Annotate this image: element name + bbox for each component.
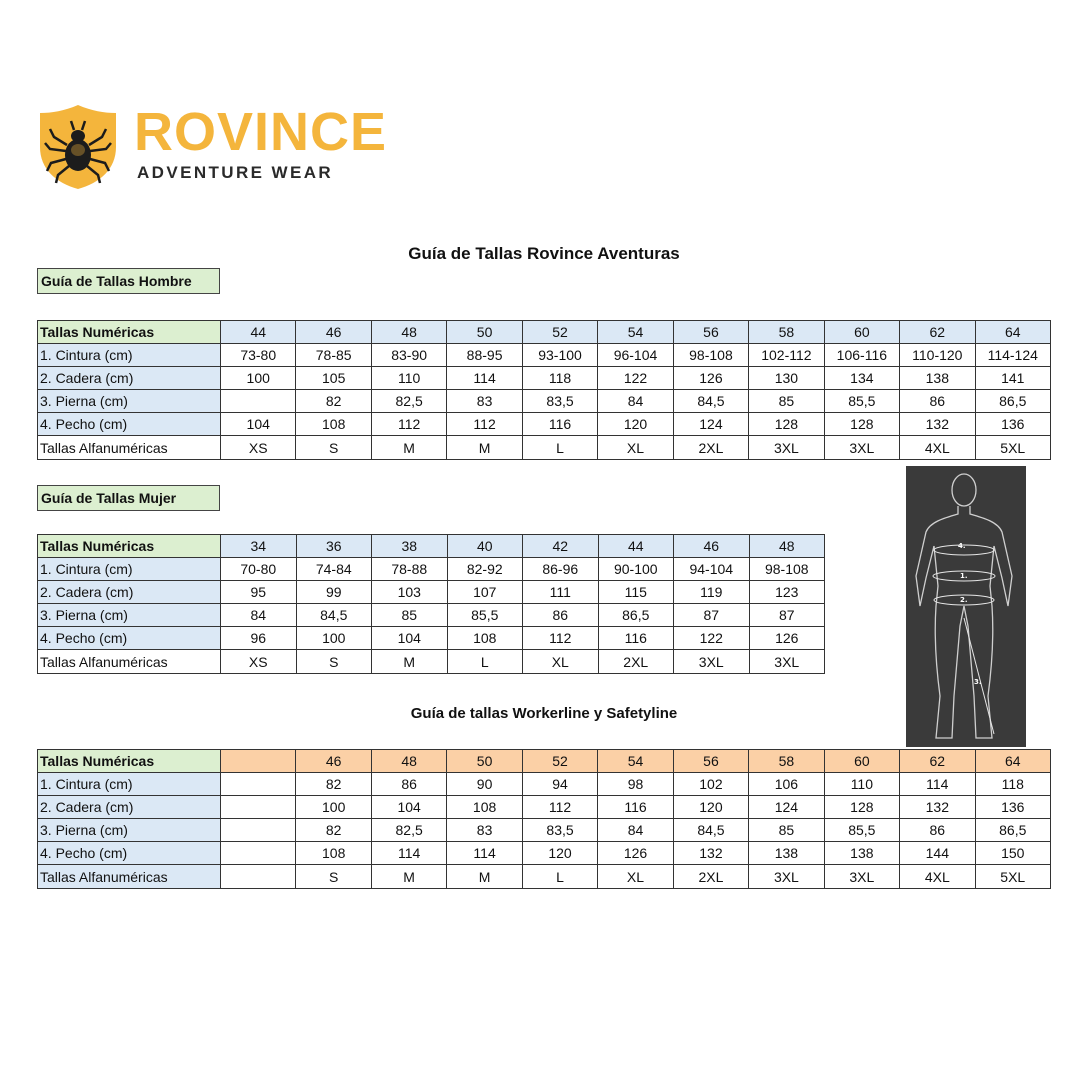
mujer-section-label: Guía de Tallas Mujer [37, 485, 220, 511]
table-cell: 99 [296, 581, 372, 604]
size-header-cell: 54 [598, 750, 673, 773]
table-cell: 82 [296, 773, 371, 796]
row-label: 3. Pierna (cm) [38, 819, 221, 842]
row-label: 3. Pierna (cm) [38, 604, 221, 627]
size-header-cell: 46 [296, 750, 371, 773]
table-cell: 4XL [900, 436, 975, 460]
table-cell: 90-100 [598, 558, 674, 581]
table-cell: 114-124 [975, 344, 1050, 367]
row-label: Tallas Alfanuméricas [38, 865, 221, 889]
size-header-row [38, 535, 825, 558]
size-header-cell: 38 [372, 535, 448, 558]
table-cell: 134 [824, 367, 899, 390]
table-row [38, 773, 1051, 796]
size-header-cell: 56 [673, 321, 748, 344]
table-row [38, 650, 825, 674]
table-cell: 132 [900, 413, 975, 436]
size-header-cell: 44 [598, 535, 674, 558]
table-cell: 120 [598, 413, 673, 436]
figure-marker-4: 4. [958, 542, 966, 550]
size-header-cell: 58 [749, 750, 824, 773]
table-cell: 112 [522, 796, 597, 819]
table-cell: 106 [749, 773, 824, 796]
size-header-cell: 52 [522, 321, 597, 344]
size-header-cell: 48 [749, 535, 825, 558]
table-cell: 136 [975, 796, 1050, 819]
mujer-size-table [37, 534, 825, 674]
workerline-size-table [37, 749, 1051, 889]
table-cell: 126 [673, 367, 748, 390]
table-row [38, 558, 825, 581]
table-cell: 110-120 [900, 344, 975, 367]
table-cell: 120 [673, 796, 748, 819]
table-cell: 110 [824, 773, 899, 796]
table-cell: 108 [447, 796, 522, 819]
row-label: Tallas Alfanuméricas [38, 436, 221, 460]
table-cell: 3XL [749, 865, 824, 889]
table-cell: 126 [749, 627, 825, 650]
table-cell: 84,5 [673, 819, 748, 842]
table-cell: XL [598, 865, 673, 889]
table-cell: 84 [598, 390, 673, 413]
table-cell: 116 [598, 627, 674, 650]
table-cell: 114 [447, 842, 522, 865]
header-label: Tallas Numéricas [38, 535, 221, 558]
table-cell: 85,5 [824, 390, 899, 413]
size-header-cell: 54 [598, 321, 673, 344]
table-cell: M [447, 436, 522, 460]
tick-shield-icon [38, 103, 118, 191]
size-header-cell: 52 [522, 750, 597, 773]
table-cell: 85 [749, 390, 824, 413]
size-header-row [38, 750, 1051, 773]
table-row [38, 581, 825, 604]
table-cell: 3XL [824, 436, 899, 460]
row-label: 1. Cintura (cm) [38, 344, 221, 367]
table-cell: 87 [674, 604, 750, 627]
table-cell: 122 [598, 367, 673, 390]
table-row [38, 390, 1051, 413]
figure-marker-1: 1. [960, 572, 968, 580]
table-cell: M [447, 865, 522, 889]
size-header-cell: 34 [221, 535, 297, 558]
size-header-cell: 62 [900, 750, 975, 773]
table-cell: 123 [749, 581, 825, 604]
row-label: 2. Cadera (cm) [38, 367, 221, 390]
table-cell: 118 [975, 773, 1050, 796]
table-cell: 83-90 [371, 344, 446, 367]
table-row [38, 344, 1051, 367]
size-header-cell: 60 [824, 321, 899, 344]
size-header-cell: 46 [296, 321, 371, 344]
header-label: Tallas Numéricas [38, 750, 221, 773]
table-cell: 4XL [900, 865, 975, 889]
table-cell: 84,5 [296, 604, 372, 627]
table-cell: XL [598, 436, 673, 460]
table-cell: L [447, 650, 523, 674]
table-cell: 85 [372, 604, 448, 627]
hombre-size-table [37, 320, 1051, 460]
table-cell: 87 [749, 604, 825, 627]
size-header-cell: 56 [673, 750, 748, 773]
table-cell: 84,5 [673, 390, 748, 413]
table-cell: 112 [447, 413, 522, 436]
table-row [38, 627, 825, 650]
table-row [38, 604, 825, 627]
size-header-cell: 42 [523, 535, 599, 558]
table-cell: 104 [371, 796, 446, 819]
table-cell: 144 [900, 842, 975, 865]
table-cell: 2XL [673, 865, 748, 889]
table-cell [221, 842, 296, 865]
table-cell: 82 [296, 819, 371, 842]
table-cell: 108 [296, 413, 371, 436]
table-cell: 100 [296, 796, 371, 819]
table-cell: 94 [522, 773, 597, 796]
table-cell: 93-100 [522, 344, 597, 367]
table-cell: 116 [598, 796, 673, 819]
table-cell: 84 [221, 604, 297, 627]
table-cell: XL [523, 650, 599, 674]
table-cell: M [371, 436, 446, 460]
table-cell: 86,5 [598, 604, 674, 627]
table-cell: 96-104 [598, 344, 673, 367]
table-cell: 86,5 [975, 819, 1050, 842]
table-cell: 106-116 [824, 344, 899, 367]
table-cell: 86 [371, 773, 446, 796]
row-label: 4. Pecho (cm) [38, 413, 221, 436]
table-cell: 83,5 [522, 390, 597, 413]
table-cell: 70-80 [221, 558, 297, 581]
table-cell: 88-95 [447, 344, 522, 367]
table-cell: 83 [447, 390, 522, 413]
table-row [38, 413, 1051, 436]
table-cell: 104 [372, 627, 448, 650]
table-cell: 3XL [674, 650, 750, 674]
table-row [38, 842, 1051, 865]
table-cell: 98-108 [673, 344, 748, 367]
table-cell: 82-92 [447, 558, 523, 581]
row-label: 2. Cadera (cm) [38, 796, 221, 819]
table-cell: 107 [447, 581, 523, 604]
row-label: Tallas Alfanuméricas [38, 650, 221, 674]
table-cell: 74-84 [296, 558, 372, 581]
table-cell: 115 [598, 581, 674, 604]
table-cell: L [522, 865, 597, 889]
table-cell: 124 [749, 796, 824, 819]
table-cell: S [296, 436, 371, 460]
table-cell: 138 [900, 367, 975, 390]
table-cell: 85,5 [447, 604, 523, 627]
table-row [38, 865, 1051, 889]
table-cell: 86 [900, 390, 975, 413]
table-cell: S [296, 650, 372, 674]
table-cell: 96 [221, 627, 297, 650]
size-header-cell: 50 [447, 750, 522, 773]
table-cell: 82 [296, 390, 371, 413]
table-cell: 82,5 [371, 390, 446, 413]
size-header-cell: 36 [296, 535, 372, 558]
size-header-cell [221, 750, 296, 773]
row-label: 4. Pecho (cm) [38, 842, 221, 865]
table-cell [221, 865, 296, 889]
hombre-section-label: Guía de Tallas Hombre [37, 268, 220, 294]
table-cell: 100 [296, 627, 372, 650]
table-cell: 5XL [975, 436, 1050, 460]
table-cell: 114 [371, 842, 446, 865]
brand-tagline: ADVENTURE WEAR [137, 163, 334, 182]
table-cell: L [522, 436, 597, 460]
size-header-cell: 50 [447, 321, 522, 344]
table-cell: XS [221, 650, 297, 674]
table-row [38, 796, 1051, 819]
table-cell: 3XL [824, 865, 899, 889]
table-cell: 124 [673, 413, 748, 436]
table-cell: 128 [824, 796, 899, 819]
table-cell: 86,5 [975, 390, 1050, 413]
table-cell: 150 [975, 842, 1050, 865]
row-label: 1. Cintura (cm) [38, 558, 221, 581]
table-cell: 122 [674, 627, 750, 650]
table-cell: 108 [296, 842, 371, 865]
table-cell: S [296, 865, 371, 889]
table-cell: 82,5 [371, 819, 446, 842]
table-cell: 132 [900, 796, 975, 819]
table-cell: 116 [522, 413, 597, 436]
header-label: Tallas Numéricas [38, 321, 221, 344]
row-label: 4. Pecho (cm) [38, 627, 221, 650]
table-cell: 112 [523, 627, 599, 650]
table-cell: 110 [371, 367, 446, 390]
table-cell: 105 [296, 367, 371, 390]
brand-name: ROVINCE [134, 102, 388, 162]
size-header-cell: 64 [975, 321, 1050, 344]
table-cell [221, 819, 296, 842]
table-cell: 86 [900, 819, 975, 842]
table-cell: 138 [749, 842, 824, 865]
size-header-cell: 62 [900, 321, 975, 344]
table-cell: 83,5 [522, 819, 597, 842]
table-cell: 2XL [673, 436, 748, 460]
table-cell: 141 [975, 367, 1050, 390]
table-cell: 108 [447, 627, 523, 650]
table-cell: 138 [824, 842, 899, 865]
table-cell: 98 [598, 773, 673, 796]
table-cell: 132 [673, 842, 748, 865]
table-cell: 111 [523, 581, 599, 604]
table-cell: 95 [221, 581, 297, 604]
table-cell: 86-96 [523, 558, 599, 581]
table-cell: 103 [372, 581, 448, 604]
table-cell: 85 [749, 819, 824, 842]
size-header-row [38, 321, 1051, 344]
size-header-cell: 44 [221, 321, 296, 344]
table-cell [221, 796, 296, 819]
table-cell: 128 [749, 413, 824, 436]
table-cell: 78-85 [296, 344, 371, 367]
table-cell: 84 [598, 819, 673, 842]
table-cell: 128 [824, 413, 899, 436]
table-cell: 136 [975, 413, 1050, 436]
table-cell: 114 [900, 773, 975, 796]
table-cell: 90 [447, 773, 522, 796]
table-cell: 126 [598, 842, 673, 865]
row-label: 2. Cadera (cm) [38, 581, 221, 604]
row-label: 3. Pierna (cm) [38, 390, 221, 413]
table-cell: 102-112 [749, 344, 824, 367]
table-cell: 112 [371, 413, 446, 436]
size-header-cell: 48 [371, 750, 446, 773]
table-cell: M [372, 650, 448, 674]
size-header-cell: 40 [447, 535, 523, 558]
table-cell [221, 390, 296, 413]
figure-marker-3: 3. [974, 678, 982, 686]
table-cell: 3XL [749, 436, 824, 460]
table-cell: 98-108 [749, 558, 825, 581]
table-cell: 119 [674, 581, 750, 604]
size-header-cell: 58 [749, 321, 824, 344]
table-cell: 85,5 [824, 819, 899, 842]
table-cell: 118 [522, 367, 597, 390]
table-cell: 130 [749, 367, 824, 390]
table-cell: 2XL [598, 650, 674, 674]
table-cell: 73-80 [221, 344, 296, 367]
table-cell: 120 [522, 842, 597, 865]
table-cell: 102 [673, 773, 748, 796]
table-cell: 100 [221, 367, 296, 390]
table-cell: 83 [447, 819, 522, 842]
table-cell: 104 [221, 413, 296, 436]
size-header-cell: 46 [674, 535, 750, 558]
table-row [38, 819, 1051, 842]
page-title: Guía de Tallas Rovince Aventuras [408, 244, 680, 263]
table-cell: XS [221, 436, 296, 460]
table-cell: 114 [447, 367, 522, 390]
figure-marker-2: 2. [960, 596, 968, 604]
table-row [38, 436, 1051, 460]
table-cell: 86 [523, 604, 599, 627]
table-cell: 94-104 [674, 558, 750, 581]
size-header-cell: 64 [975, 750, 1050, 773]
table-cell: 78-88 [372, 558, 448, 581]
table-cell: 5XL [975, 865, 1050, 889]
table-cell: M [371, 865, 446, 889]
size-header-cell: 48 [371, 321, 446, 344]
size-header-cell: 60 [824, 750, 899, 773]
table-row [38, 367, 1051, 390]
table-cell: 3XL [749, 650, 825, 674]
workerline-title: Guía de tallas Workerline y Safetyline [410, 705, 678, 722]
table-cell [221, 773, 296, 796]
row-label: 1. Cintura (cm) [38, 773, 221, 796]
